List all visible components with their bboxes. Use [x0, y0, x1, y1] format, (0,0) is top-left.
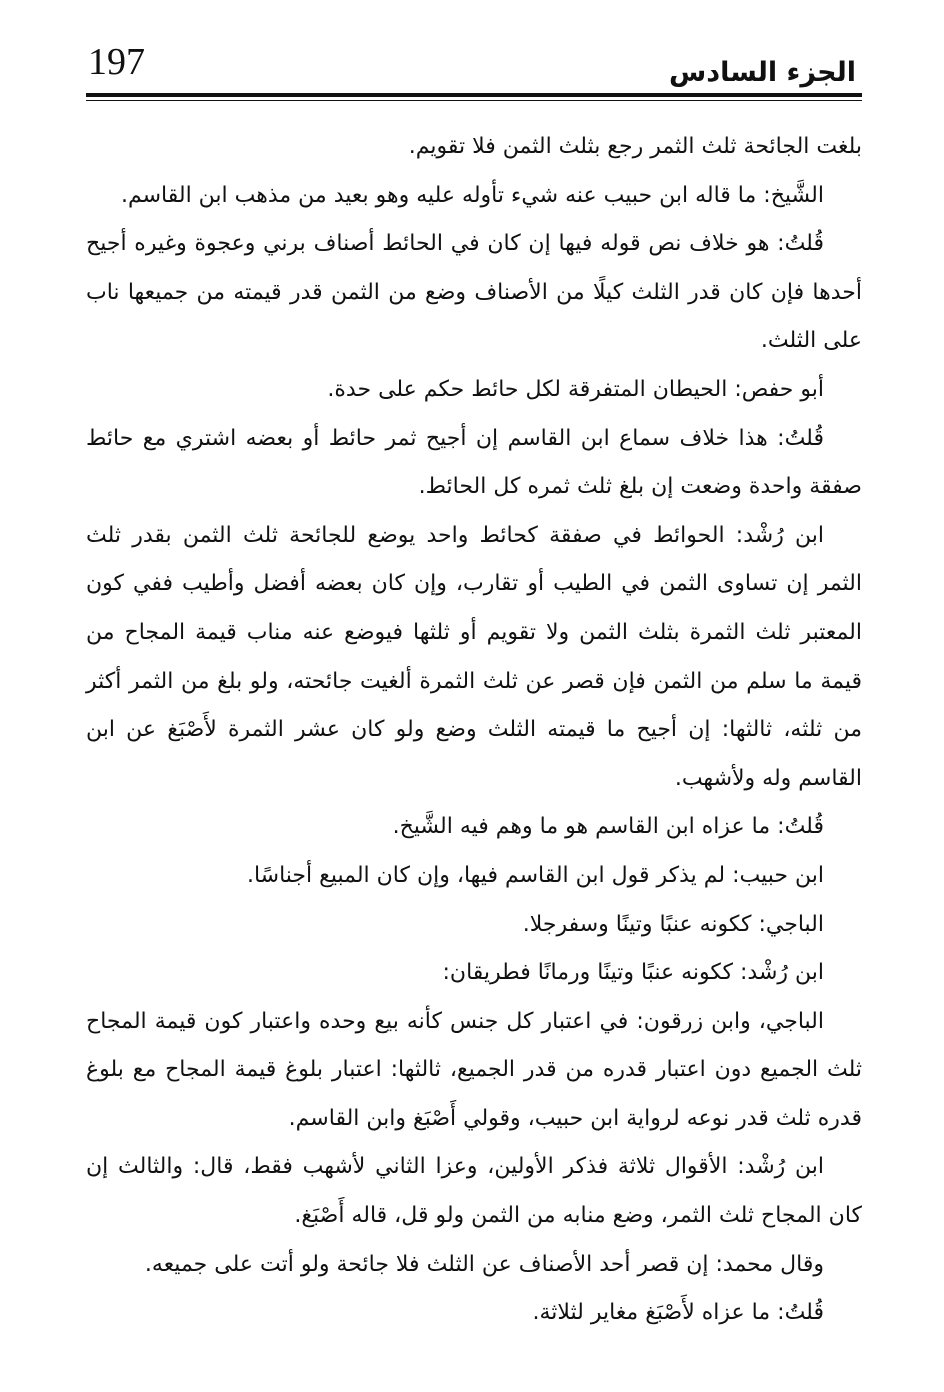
paragraph-speaker: ابن رُشْد: — [737, 1154, 824, 1180]
paragraph-speaker: أبو حفص: — [734, 376, 824, 402]
paragraph — [86, 220, 862, 366]
paragraph-text: هو خلاف نص قوله فيها إن كان في الحائط أصناف برني وعجوة وغيره أجيح أحدها فإن كان قدر الثلث كيلًا من الأصناف وضع من الثمن قدر قيمته من جميعها ناب على الثلث. — [86, 231, 862, 354]
paragraph — [86, 172, 862, 221]
paragraph-speaker: وقال محمد: — [715, 1251, 824, 1277]
paragraph — [86, 803, 862, 852]
paragraph — [86, 949, 862, 998]
paragraph — [86, 1289, 862, 1338]
body-text — [86, 123, 862, 1338]
paragraph — [86, 852, 862, 901]
paragraph — [86, 512, 862, 804]
paragraph-text: ما عزاه لأَصْبَغ مغاير لثلاثة. — [532, 1300, 778, 1326]
paragraph-speaker: ابن حبيب: — [732, 862, 824, 888]
paragraph-text: لم يذكر قول ابن القاسم فيها، وإن كان المبيع أجناسًا. — [246, 862, 733, 888]
paragraph — [86, 366, 862, 415]
paragraph-speaker: الباجي، وابن زرقون: — [636, 1008, 824, 1034]
paragraph-speaker: قُلتُ: — [777, 425, 824, 451]
running-title: الجزء السادس — [669, 57, 856, 88]
paragraph-speaker: قُلتُ: — [777, 1300, 824, 1326]
paragraph — [86, 998, 862, 1144]
paragraph-text: ككونه عنبًا وتينًا ورمانًا فطريقان: — [442, 960, 740, 986]
paragraph-text: إن قصر أحد الأصناف عن الثلث فلا جائحة ولو أتت على جميعه. — [144, 1251, 716, 1277]
paragraph — [86, 901, 862, 950]
paragraph-text: الحيطان المتفرقة لكل حائط حكم على حدة. — [327, 376, 735, 402]
paragraph-speaker: ابن رُشْد: — [735, 522, 824, 548]
paragraph-text: بلغت الجائحة ثلث الثمر رجع بثلث الثمن فلا تقويم. — [408, 134, 862, 159]
header-rule-thin — [86, 100, 862, 101]
paragraph-speaker: قُلتُ: — [777, 814, 824, 840]
paragraph-text: هذا خلاف سماع ابن القاسم إن أجيح ثمر حائط أو بعضه اشتري مع حائط صفقة واحدة وضعت إن بلغ ثلث ثمره كل الحائط. — [86, 425, 862, 500]
paragraph-text: ما عزاه ابن القاسم هو ما وهم فيه الشَّيخ. — [392, 814, 778, 840]
paragraph — [86, 415, 862, 512]
paragraph — [86, 1241, 862, 1290]
header-rule — [86, 93, 862, 97]
paragraph-speaker: قُلتُ: — [777, 231, 824, 257]
paragraph-text: في اعتبار كل جنس كأنه بيع وحده واعتبار كون قيمة المجاح ثلث الجميع دون اعتبار قدره من قدر الجميع، ثالثها: اعتبار بلوغ قيمة المجاح مع بلوغ قدره ثلث قدر نوعه لرواية ابن حبيب، وقولي أَصْبَغ وابن القاسم. — [86, 1008, 862, 1131]
paragraph — [86, 1143, 862, 1240]
paragraph-text: الحوائط في صفقة كحائط واحد يوضع للجائحة ثلث الثمن بقدر ثلث الثمر إن تساوى الثمن في الطيب أو تقارب، وإن كان بعضه أفضل وأطيب ففي كون المعتبر ثلث الثمرة بثلث الثمن ولا تقويم أو ثلثها فيوضع عنه مناب قيمة المجاح من قيمة ما سلم من الثمن فإن قصر عن ثلث الثمرة ألغيت جائحته، ولو بلغ من الثمر أكثر من ثلثه، ثالثها: إن أجيح ما قيمته الثلث وضع ولو كان عشر الثمرة لأَصْبَغ عن ابن القاسم وله ولأشهب. — [86, 522, 862, 791]
paragraph-text: ما قاله ابن حبيب عنه شيء تأوله عليه وهو بعيد من مذهب ابن القاسم. — [120, 182, 764, 208]
paragraph-speaker: الباجي: — [758, 911, 824, 937]
paragraph-speaker: الشَّيخ: — [763, 182, 824, 208]
paragraph-text: ككونه عنبًا وتينًا وسفرجلا. — [522, 911, 759, 937]
paragraph-text: الأقوال ثلاثة فذكر الأولين، وعزا الثاني لأشهب فقط، قال: والثالث إن كان المجاح ثلث الثمر، وضع منابه من الثمن ولو قل، قاله أَصْبَغ. — [86, 1154, 862, 1229]
paragraph-speaker: ابن رُشْد: — [740, 960, 824, 986]
page-number: 197 — [88, 41, 145, 83]
paragraph — [86, 123, 862, 172]
